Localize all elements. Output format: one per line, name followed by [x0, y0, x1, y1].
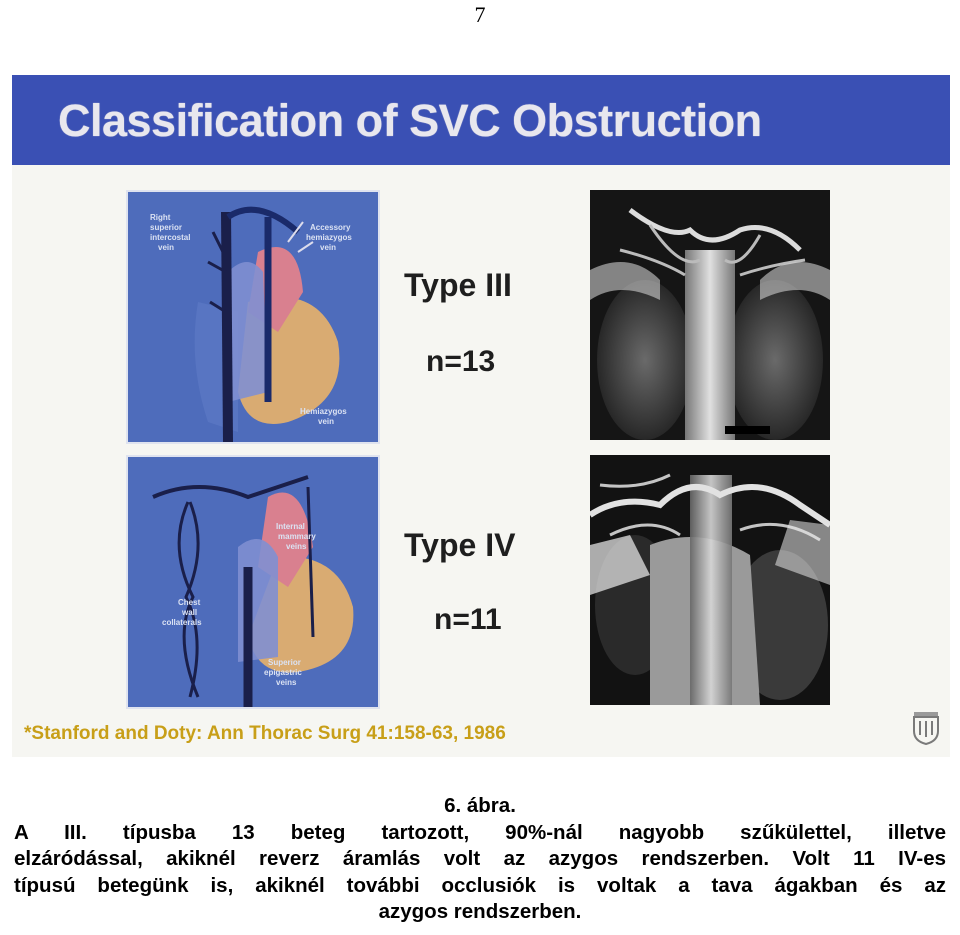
caption-line: típusú betegünk is, akiknél további occlusiók is voltak a tava ágakban és az	[14, 873, 946, 897]
caption-line: elzáródással, akiknél reverz áramlás volt az azygos rendszerben. Volt 11 IV-es	[14, 847, 946, 870]
slide	[12, 75, 950, 757]
label-accessory-hemiazygos: Accessory hemiazygos vein	[306, 223, 352, 252]
type-iii-diagram	[126, 190, 380, 444]
type-iii-count: n=13	[426, 345, 496, 378]
type-iv-label: Type IV	[404, 527, 516, 563]
label-chest-wall: Chest wall collaterals	[162, 598, 202, 627]
page-number: 7	[474, 2, 486, 27]
label-right-intercostal: Right superior intercostal vein	[150, 213, 191, 252]
type-iv-xray-image	[590, 455, 830, 705]
type-iv-diagram	[126, 455, 380, 709]
caption-line: A III. típusba 13 beteg tartozott, 90%-nál nagyobb szűkülettel, illetve	[14, 820, 946, 844]
citation: *Stanford and Doty: Ann Thorac Surg 41:158-63, 1986	[24, 723, 506, 744]
label-internal-mammary: Internal mammary veins	[276, 522, 316, 551]
slide-header	[12, 75, 950, 165]
label-hemiazygos: Hemiazygos vein	[300, 407, 347, 426]
figure-label: 6. ábra.	[444, 794, 516, 817]
slide-title: Classification of SVC Obstruction	[58, 95, 762, 146]
caption-line: azygos rendszerben.	[378, 900, 582, 923]
figure-caption	[0, 793, 960, 926]
type-iii-xray-image	[590, 190, 830, 440]
mayo-shield-icon	[912, 711, 940, 745]
label-superior-epigastric: Superior epigastric veins	[264, 658, 302, 687]
type-iv-count: n=11	[434, 603, 502, 636]
type-iii-label: Type III	[404, 267, 512, 303]
